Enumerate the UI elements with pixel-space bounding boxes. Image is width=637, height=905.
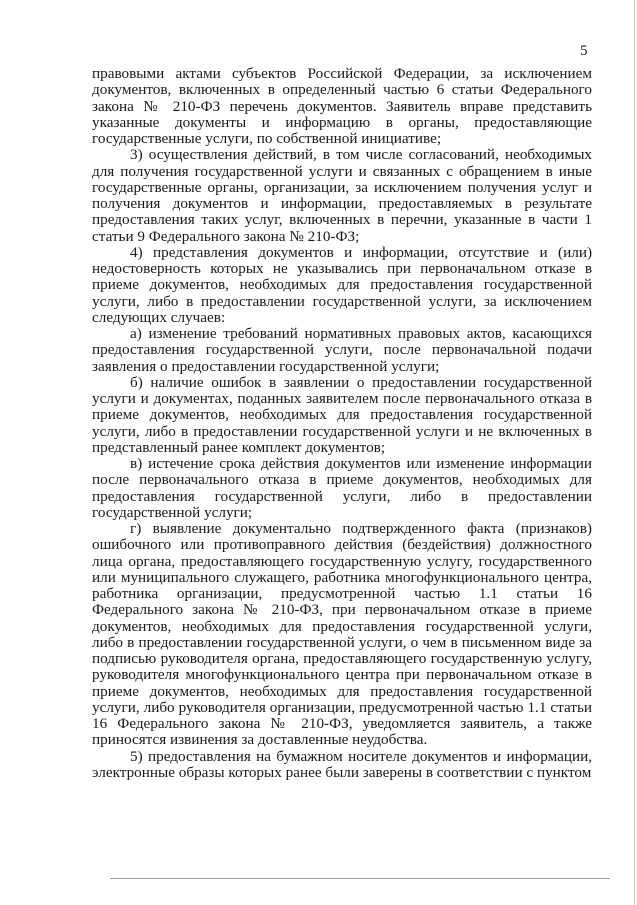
paragraph-item-5: 5) предоставления на бумажном носителе документов и информации, электронные образы которых ранее были заверены в соответствии с пунктом: [92, 747, 592, 781]
paragraph-continuation: правовыми актами субъектов Российской Федерации, за исключением документов, включенных в определенный частью 6 статьи Федерального закона № 210-ФЗ перечень документов. Заявитель вправе представить указанные документы и информацию в органы, предоставляющие государственные услуги, по собственной инициативе;: [92, 65, 592, 147]
paragraph-item-4: 4) представления документов и информации, отсутствие и (или) недостоверность которых не указывались при первоначальном отказе в приеме документов, необходимых для предоставления государственной услуги, либо в предоставлении государственной услуги, за исключением следующих случаев:: [92, 243, 592, 326]
paragraph-subitem-b: б) наличие ошибок в заявлении о предоставлении государственной услуги и документах, поданных заявителем после первоначального отказа в приеме документов, необходимых для предоставления государственной услуги, либо в предоставлении государственной услуги и не включенных в представленный ранее комплект документов;: [92, 373, 592, 456]
scan-right-edge: [634, 0, 635, 905]
document-body: [92, 66, 592, 781]
paragraph-item-3: 3) осуществления действий, в том числе согласований, необходимых для получения государственной услуги и связанных с обращением в иные государственные органы, организации, за исключением получения услуг и получения документов и информации, предоставляемых в результате предоставления таких услуг, включенных в перечни, указанные в части 1 статьи 9 Федерального закона № 210-ФЗ;: [92, 146, 592, 245]
page-number: 5: [580, 43, 588, 59]
paragraph-subitem-v: в) истечение срока действия документов или изменение информации после первоначального отказа в приеме документов, необходимых для предоставления государственной услуги, либо в предоставлении государственной услуги;: [92, 455, 592, 521]
paragraph-subitem-a: а) изменение требований нормативных правовых актов, касающихся предоставления государственной услуги, после первоначальной подачи заявления о предоставлении государственной услуги;: [92, 325, 592, 375]
scan-bottom-line: [110, 878, 610, 879]
paragraph-subitem-g: г) выявление документально подтвержденного факта (признаков) ошибочного или противоправного действия (бездействия) должностного лица органа, предоставляющего государственную услугу, государственного или муниципального служащего, работника многофункционального центра, работника организации, предусмотренной частью 1.1 статьи 16 Федерального закона № 210-ФЗ, при первоначальном отказе в приеме документов, необходимых для предоставления государственной услуги, либо в предоставлении государственной услуги, о чем в письменном виде за подписью руководителя органа, предоставляющего государственную услугу, руководителя многофункционального центра при первоначальном отказе в приеме документов, необходимых для предоставления государственной услуги, либо руководителя организации, предусмотренной частью 1.1 статьи 16 Федерального закона № 210-ФЗ, уведомляется заявитель, а также приносятся извинения за доставленные неудобства.: [92, 520, 592, 749]
